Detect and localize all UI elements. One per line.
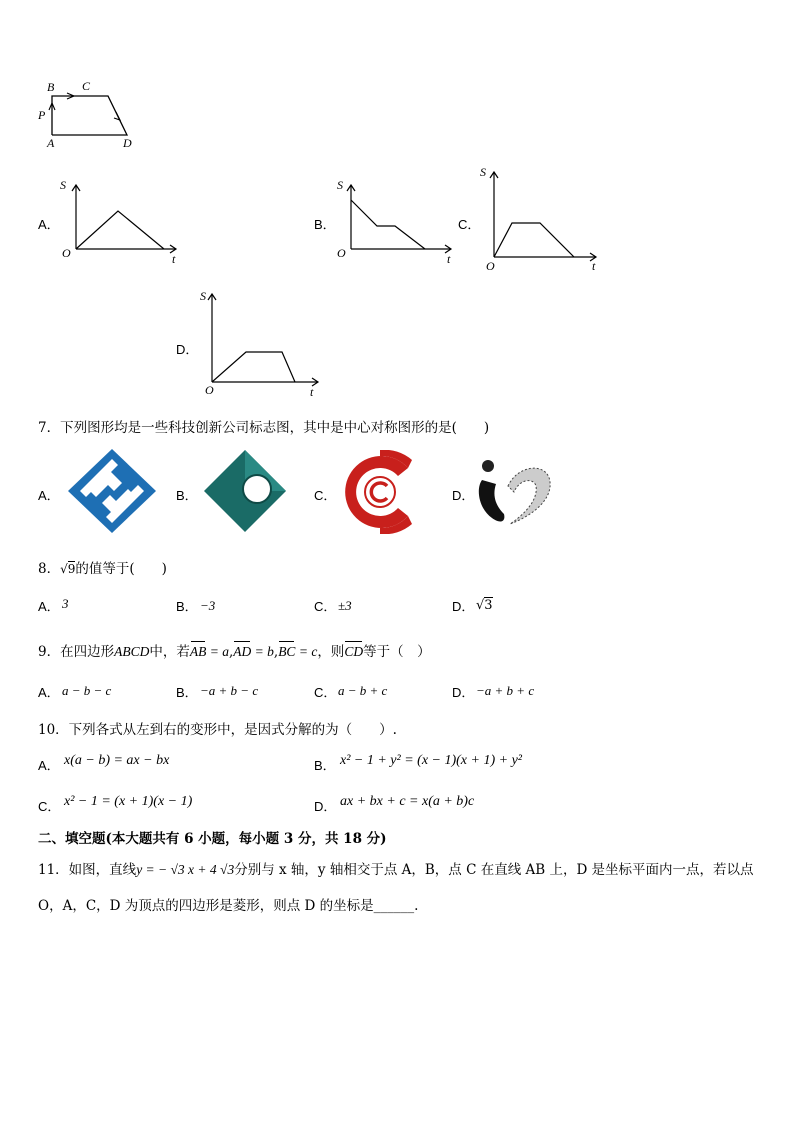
q7-logo-a-blue-squares [66,447,158,535]
q11-text-pre: 11．如图，直线 [38,862,137,878]
q9-vector-cd: CD [344,644,364,659]
q7-logo-b-teal-diamond [202,448,288,534]
q10-option-c-label: C． [38,799,61,814]
q7-option-d-label: D． [452,488,475,503]
sqrt-sign-icon: √ [476,598,485,613]
q8-text: 的值等于( ) [75,561,167,577]
q6-graph-c [476,160,606,275]
q10-question-text: 10．下列各式从左到右的变形中，是因式分解的为（ ）. [38,722,397,738]
point-a-label: A [47,136,55,150]
q10-option-a-value: x(a − b) = ax − bx [64,753,170,768]
q9-option-a-label: A． [38,685,60,700]
q9-text-then: ，则 [317,644,345,660]
q9-option-c-label: C． [314,685,337,700]
sqrt-sign-icon: √ [60,562,68,576]
q7-option-b-label: B． [176,488,198,503]
q11-text-post: 分别与 x 轴，y 轴相交于点 A，B，点 C 在直线 AB 上，D 是坐标平面内一点，若以点 [234,862,754,878]
q8-number: 8． [38,561,61,577]
q9-option-d-label: D． [452,685,475,700]
q9-eq1: = a [206,644,229,659]
svg-text:O: O [486,259,495,273]
q10-option-b-value: x² − 1 + y² = (x − 1)(x + 1) + y² [340,753,522,768]
q8-option-d-label: D． [452,599,475,614]
q9-eq2: = b [251,644,274,659]
point-c-label: C [82,79,91,93]
q11-line2-end: . [414,898,419,914]
svg-text:t: t [172,252,176,265]
section-title: 二、填空题(本大题共有 6 小题，每小题 3 分，共 18 分) [38,831,387,847]
svg-text:S: S [337,178,343,192]
q10-option-c-value: x² − 1 = (x + 1)(x − 1) [64,794,193,809]
q8-option-d-value [476,598,493,613]
svg-text:O: O [337,246,346,260]
point-d-label: D [123,136,132,150]
q9-option-a-value: a − b − c [62,683,112,698]
q9-vector-bc: BC [278,644,296,659]
q9-vector-ad: AD [233,644,252,659]
q8-option-d-radicand: 3 [484,598,493,613]
q10-option-b-label: B． [314,758,336,773]
svg-text:O: O [205,383,214,397]
q8-option-b-value: −3 [200,598,216,613]
q11-answer-blank: ______ [373,898,415,914]
q11-line-1 [38,858,754,878]
q6-option-b-label: B． [314,217,336,232]
q10-option-d-label: D． [314,799,337,814]
point-p-label: P [38,108,46,122]
q8-option-a-value: 3 [62,596,69,611]
q7-option-c-label: C． [314,488,337,503]
q9-option-c-value: a − b + c [338,683,388,698]
q11-line-2 [38,894,418,914]
q11-text-line2: O，A，C，D 为顶点的四边形是菱形，则点 D 的坐标是 [38,898,374,914]
q9-vector-ab: AB [189,644,207,659]
q10-option-a-label: A． [38,758,60,773]
svg-text:S: S [200,289,206,303]
svg-text:S: S [60,178,66,192]
q9-text-pre: 9．在四边形 [38,644,115,660]
q10-option-d-value: ax + bx + c = x(a + b)c [340,794,475,809]
q8-question [38,557,167,577]
q9-option-b-value: −a + b − c [200,683,259,698]
q6-option-a-label: A． [38,217,60,232]
q8-option-b-label: B． [176,599,198,614]
svg-text:S: S [480,165,486,179]
svg-text:t: t [310,385,314,398]
q11-equation: y = − √3 x + 4 √3 [136,862,235,877]
q9-eq3: = c [295,644,318,659]
q8-option-c-value: ±3 [338,598,352,613]
point-b-label: B [47,80,55,94]
q6-graph-b [333,175,463,265]
q9-text-end: 等于（ ） [363,644,431,660]
q6-graph-a [58,175,188,265]
q9-quadrilateral: ABCD [114,644,150,659]
q9-option-d-value: −a + b + c [476,683,535,698]
q9-question: 9．在四边形ABCD中，若AB = a,AD = b,BC = c，则CD等于（ ） [38,644,431,660]
q7-logo-c-red-c [338,450,422,534]
q8-radicand: 9 [67,562,76,576]
q9-option-b-label: B． [176,685,198,700]
q6-option-d-label: D． [176,342,199,357]
q7-logo-d-heart [474,456,554,530]
svg-text:t: t [592,259,596,273]
svg-text:t: t [447,252,451,265]
q8-option-a-label: A． [38,599,60,614]
q8-option-c-label: C． [314,599,337,614]
q9-text-mid: 中，若 [149,644,190,660]
q6-option-c-label: C． [458,217,481,232]
svg-text:O: O [62,246,71,260]
q7-question-text: 7．下列图形均是一些科技创新公司标志图，其中是中心对称图形的是( ) [38,420,490,436]
q6-graph-d [196,286,326,398]
q7-option-a-label: A． [38,488,60,503]
